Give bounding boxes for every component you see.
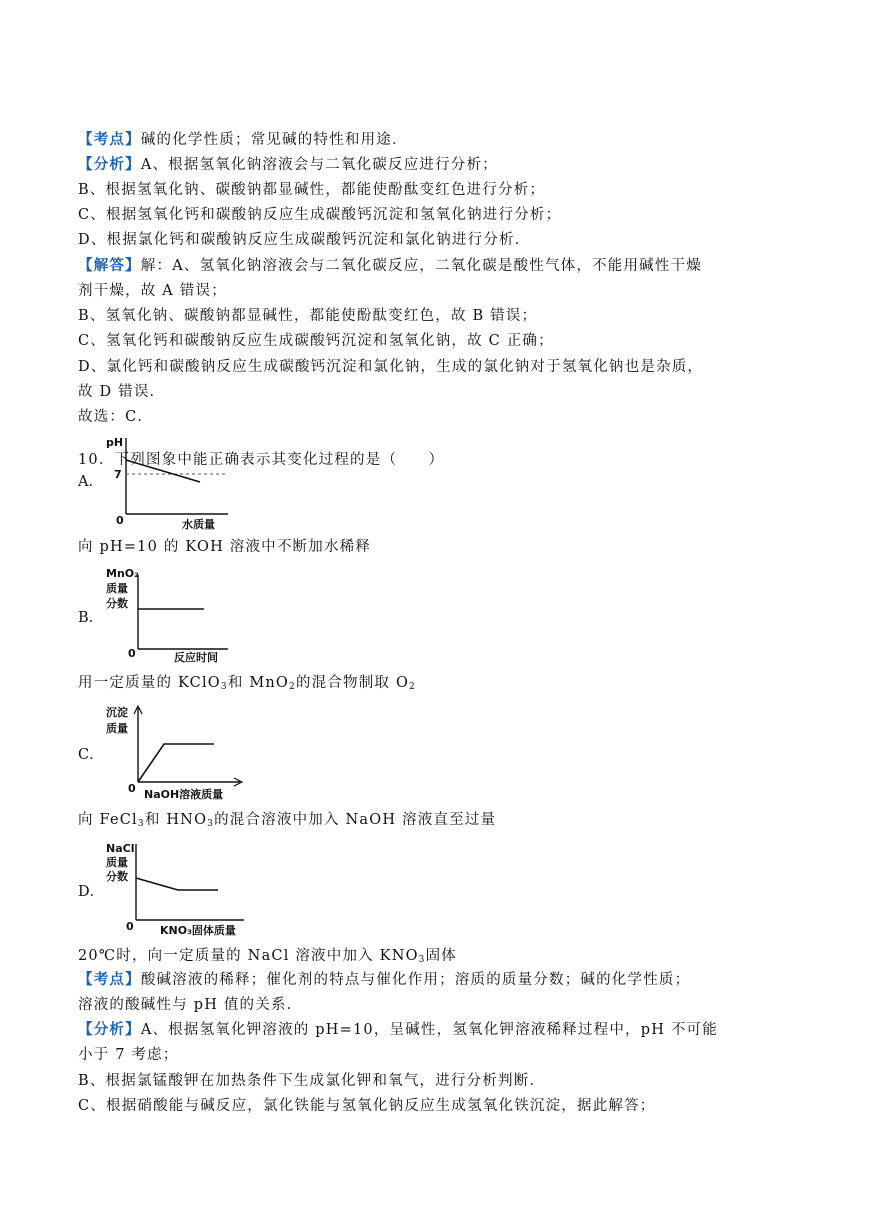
prev-fenxi-line-0 <box>78 155 498 175</box>
y-label-3: 分数 <box>106 870 128 883</box>
y-label-2: 质量 <box>106 722 128 735</box>
option-a-graph <box>104 432 234 532</box>
origin-label: 0 <box>126 920 134 933</box>
option-b-letter: B． <box>78 610 104 626</box>
answer-fenxi-line-3: C、根据硝酸能与碱反应，氯化铁能与氢氧化钠反应生成氢氧化铁沉淀，据此解答； <box>78 1098 656 1114</box>
kaodian-tag: 【考点】 <box>78 131 141 148</box>
fenxi-tag: 【分析】 <box>78 1021 141 1038</box>
y-label-2: 质量 <box>106 582 128 595</box>
question-stem: 10．下列图象中能正确表示其变化过程的是（ ） <box>78 452 445 468</box>
prev-jieda-line-2: B、氢氧化钠、碳酸钠都显碱性，都能使酚酞变红色，故 B 错误； <box>78 308 538 324</box>
answer-kaodian-line-1: 溶液的酸碱性与 pH 值的关系． <box>78 997 303 1013</box>
prev-fenxi-line-3: D、根据氯化钙和碳酸钠反应生成碳酸钙沉淀和氯化钠进行分析． <box>78 232 531 248</box>
answer-fenxi-line-0 <box>78 1020 718 1040</box>
y-label-1: 沉淀 <box>106 706 128 719</box>
x-label: NaOH溶液质量 <box>144 788 224 801</box>
prev-jieda-line-6: 故选：C． <box>78 409 154 425</box>
jieda-tag: 【解答】 <box>78 257 141 274</box>
caption-sub: 3 <box>220 682 228 692</box>
option-d-graph <box>104 838 254 938</box>
prev-jieda-line-1: 剂干燥，故 A 错误； <box>78 283 227 299</box>
caption-part: 用一定质量的 KClO <box>78 675 221 691</box>
answer-fenxi-line-1: 小于 7 考虑； <box>78 1047 179 1063</box>
x-label: 反应时间 <box>174 651 218 664</box>
caption-part: 向 FeCl <box>78 812 138 828</box>
option-d-caption <box>78 946 457 970</box>
prev-fenxi-line-2: C、根据氢氧化钙和碳酸钠反应生成碳酸钙沉淀和氢氧化钠进行分析； <box>78 207 562 223</box>
kaodian-text: 碱的化学性质；常见碱的特性和用途． <box>140 132 408 148</box>
y-label-2: 质量 <box>106 856 128 869</box>
option-b-caption <box>78 673 416 697</box>
caption-part: 和 MnO <box>227 675 289 691</box>
y-label-1: NaCl <box>106 842 135 855</box>
origin-label: 0 <box>128 647 136 660</box>
y-label-1: MnO₂ <box>106 567 139 580</box>
caption-part: 和 HNO <box>144 812 208 828</box>
jieda-text: 解：A、氢氧化钠溶液会与二氧化碳反应，二氧化碳是酸性气体，不能用碱性干燥 <box>140 258 702 274</box>
prev-jieda-line-4: D、氯化钙和碳酸钠反应生成碳酸钙沉淀和氯化钠，生成的氯化钠对于氢氧化钠也是杂质， <box>78 359 704 375</box>
caption-part: 固体 <box>425 948 458 964</box>
option-c-letter: C． <box>78 747 104 763</box>
answer-fenxi-line-2: B、根据氯锰酸钾在加热条件下生成氯化钾和氧气，进行分析判断． <box>78 1073 546 1089</box>
kaodian-text: 酸碱溶液的稀释；催化剂的特点与催化作用；溶质的质量分数；碱的化学性质； <box>140 972 691 988</box>
kaodian-tag: 【考点】 <box>78 971 141 988</box>
x-label: KNO₃固体质量 <box>160 924 236 937</box>
option-c-caption <box>78 810 496 834</box>
answer-kaodian-line-0 <box>78 970 690 990</box>
prev-jieda-line-3: C、氢氧化钙和碳酸钠反应生成碳酸钙沉淀和氢氧化钠，故 C 正确； <box>78 333 554 349</box>
caption-sub: 2 <box>289 682 296 692</box>
option-a-caption: 向 pH=10 的 KOH 溶液中不断加水稀释 <box>78 539 372 555</box>
y-label-3: 分数 <box>106 597 128 610</box>
caption-sub: 3 <box>418 955 426 965</box>
ref-label: 7 <box>114 468 122 481</box>
caption-part: 的混合溶液中加入 NaOH 溶液直至过量 <box>214 812 497 828</box>
caption-sub: 2 <box>409 682 416 692</box>
fenxi-text: A、根据氢氧化钾溶液的 pH=10，呈碱性，氢氧化钾溶液稀释过程中，pH 不可能 <box>140 1022 718 1038</box>
option-c-graph <box>104 702 244 802</box>
prev-fenxi-line-1: B、根据氢氧化钠、碳酸钠都显碱性，都能使酚酞变红色进行分析； <box>78 182 546 198</box>
precipitate-curve <box>138 744 214 782</box>
caption-sub: 3 <box>137 819 145 829</box>
prev-jieda-line-0 <box>78 256 702 276</box>
origin-label: 0 <box>128 782 136 795</box>
caption-sub: 3 <box>207 819 215 829</box>
prev-jieda-line-5: 故 D 错误． <box>78 384 166 400</box>
caption-part: 的混合物制取 O <box>295 675 410 691</box>
x-label: 水质量 <box>182 518 215 531</box>
nacl-curve <box>136 878 218 890</box>
option-a-letter: A． <box>78 474 103 490</box>
caption-part: 20℃时，向一定质量的 NaCl 溶液中加入 KNO <box>78 948 419 964</box>
y-label: pH <box>106 436 124 449</box>
option-d-letter: D． <box>78 884 105 900</box>
fenxi-text: A、根据氢氧化钠溶液会与二氧化碳反应进行分析； <box>140 157 498 173</box>
ph-curve <box>126 460 200 482</box>
fenxi-tag: 【分析】 <box>78 156 141 173</box>
origin-label: 0 <box>116 514 124 527</box>
option-b-graph <box>104 565 234 665</box>
prev-kaodian <box>78 130 408 150</box>
